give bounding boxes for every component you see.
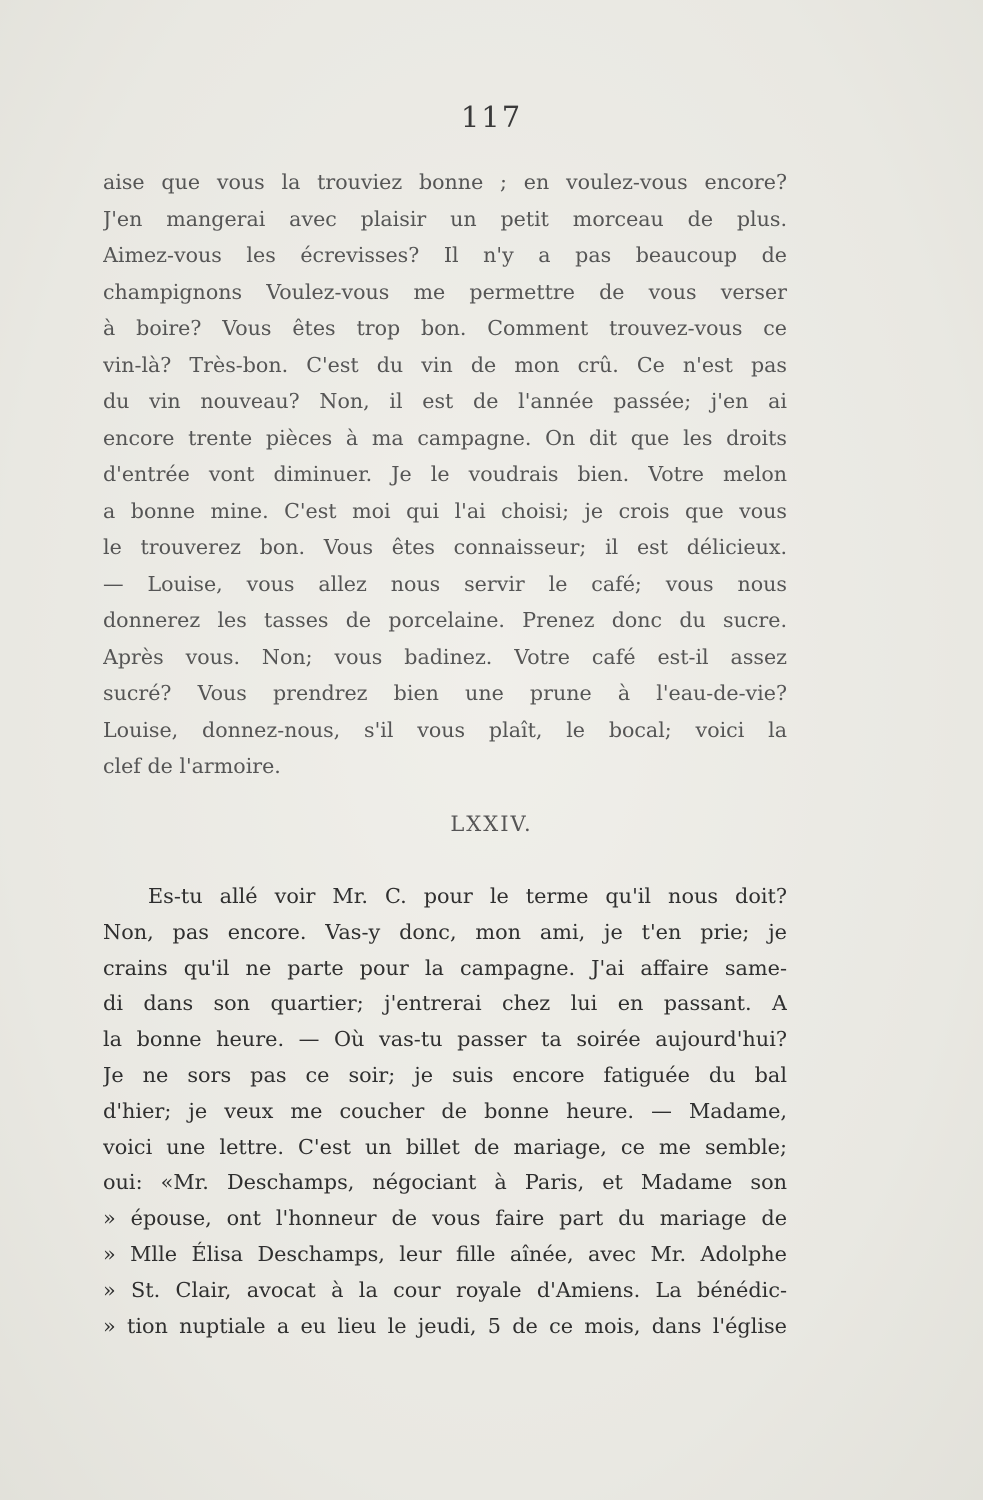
text-line: voici une lettre. C'est un billet de mariage, ce me semble;: [103, 1134, 787, 1159]
text-line: clef de l'armoire.: [103, 754, 281, 778]
text-line: Aimez-vous les écrevisses? Il n'y a pas beaucoup de: [103, 243, 787, 267]
text-line: — Louise, vous allez nous servir le café; vous nous: [103, 571, 787, 596]
text-line: J'en mangerai avec plaisir un petit morceau de plus.: [103, 206, 787, 231]
text-line: sucré? Vous prendrez bien une prune à l'eau-de-vie?: [103, 681, 787, 705]
text-line: encore trente pièces à ma campagne. On dit que les droits: [103, 425, 787, 450]
text-line: Après vous. Non; vous badinez. Votre café est-il assez: [103, 644, 787, 669]
text-line: crains qu'il ne parte pour la campagne. J'ai affaire same-: [103, 955, 787, 980]
text-line: Es-tu allé voir Mr. C. pour le terme qu'il nous doit?: [148, 884, 787, 908]
text-line: du vin nouveau? Non, il est de l'année passée; j'en ai: [103, 389, 787, 413]
text-line: » épouse, ont l'honneur de vous faire part du mariage de: [103, 1206, 787, 1231]
text-line: le trouverez bon. Vous êtes connaisseur; il est délicieux.: [103, 535, 787, 559]
text-line: oui: «Mr. Deschamps, négociant à Paris, et Madame son: [103, 1170, 787, 1195]
text-line: donnerez les tasses de porcelaine. Prenez donc du sucre.: [103, 608, 787, 632]
text-line: Non, pas encore. Vas-y donc, mon ami, je t'en prie; je: [103, 919, 787, 944]
text-line: » St. Clair, avocat à la cour royale d'Amiens. La bénédic-: [103, 1277, 787, 1302]
paragraph-1: [103, 164, 787, 785]
text-line: » tion nuptiale a eu lieu le jeudi, 5 de ce mois, dans l'église: [103, 1313, 787, 1338]
text-line: d'entrée vont diminuer. Je le voudrais bien. Votre melon: [103, 462, 787, 486]
text-line: champignons Voulez-vous me permettre de vous verser: [103, 279, 787, 304]
text-line: à boire? Vous êtes trop bon. Comment trouvez-vous ce: [103, 316, 787, 340]
text-line: vin-là? Très-bon. C'est du vin de mon crû. Ce n'est pas: [103, 352, 787, 377]
text-line: aise que vous la trouviez bonne ; en voulez-vous encore?: [103, 170, 787, 194]
text-line: la bonne heure. — Où vas-tu passer ta soirée aujourd'hui?: [103, 1027, 787, 1052]
text-line: a bonne mine. C'est moi qui l'ai choisi; je crois que vous: [103, 498, 787, 523]
text-line: Louise, donnez-nous, s'il vous plaît, le bocal; voici la: [103, 717, 787, 742]
paragraph-2: [103, 879, 787, 1344]
text-line: » Mlle Élisa Deschamps, leur fille aînée, avec Mr. Adolphe: [103, 1241, 787, 1266]
page-number: 117: [460, 100, 523, 134]
text-line: d'hier; je veux me coucher de bonne heure. — Madame,: [103, 1098, 787, 1123]
section-heading: LXXIV.: [450, 812, 533, 836]
text-line: di dans son quartier; j'entrerai chez lui en passant. A: [103, 991, 787, 1016]
text-line: Je ne sors pas ce soir; je suis encore fatiguée du bal: [103, 1062, 787, 1087]
